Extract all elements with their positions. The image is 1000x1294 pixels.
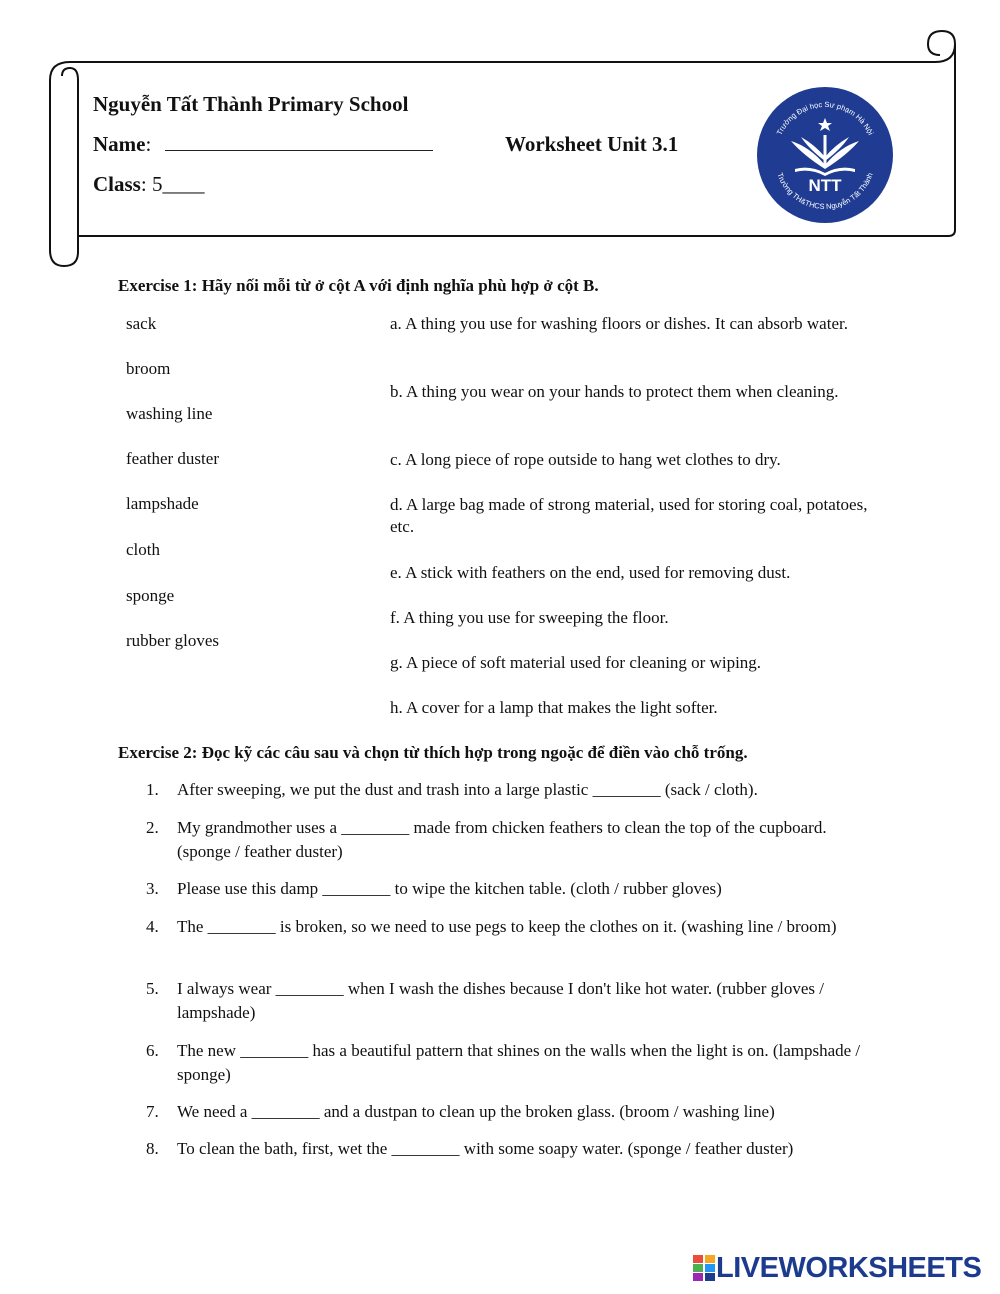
question-number: 2. [146,818,159,837]
column-b-item: e. A stick with feathers on the end, used for removing dust. [390,563,791,582]
name-label: Name [93,132,146,156]
column-b-item: d. A large bag made of strong material, used for storing coal, potatoes, etc. [390,495,868,536]
column-a-item: sponge [126,586,175,605]
question-number: 3. [146,879,159,898]
school-name: Nguyễn Tất Thành Primary School [93,92,409,116]
logo-arc-top: Trường Đại học Sư phạm Hà Nội [774,99,876,137]
column-a-item: broom [126,359,171,378]
liveworksheets-logo-icon [692,1254,716,1282]
question-text: After sweeping, we put the dust and trash into a large plastic ________ (sack / cloth). [177,780,758,799]
question-number: 1. [146,780,159,799]
class-value: : 5____ [140,172,205,196]
question-number: 4. [146,917,159,936]
question-number: 7. [146,1102,159,1121]
question-text: To clean the bath, first, wet the ________ with some soapy water. (sponge / feather duster) [177,1139,794,1158]
column-b-item: b. A thing you wear on your hands to protect them when cleaning. [390,382,839,401]
column-b-item: a. A thing you use for washing floors or dishes. It can absorb water. [390,314,848,333]
column-a-item: cloth [126,540,160,559]
column-a-item: rubber gloves [126,631,220,650]
question-number: 5. [146,979,159,998]
column-b-item: h. A cover for a lamp that makes the light softer. [390,698,718,717]
class-label: Class [93,172,141,196]
question-text: My grandmother uses a ________ made from chicken feathers to clean the top of the cupboard. (sponge / feather duster) [177,818,827,861]
class-row [93,172,204,197]
question-text: We need a ________ and a dustpan to clean up the broken glass. (broom / washing line) [177,1102,775,1121]
question-text: The new ________ has a beautiful pattern that shines on the walls when the light is on. (lampshade / sponge) [177,1041,861,1084]
name-colon: : [145,132,152,156]
logo-center-text: NTT [808,176,842,195]
column-b-item: f. A thing you use for sweeping the floor. [390,608,669,627]
column-a-item: lampshade [126,494,199,513]
name-row [93,132,433,157]
question-text: I always wear ________ when I wash the dishes because I don't like hot water. (rubber gloves / lampshade) [177,979,824,1022]
question-number: 6. [146,1041,159,1060]
liveworksheets-brand[interactable] [692,1251,981,1285]
exercise1-title: Exercise 1: Hãy nối mỗi từ ở cột A với định nghĩa phù hợp ở cột B. [118,276,599,295]
column-b-item: g. A piece of soft material used for cleaning or wiping. [390,653,762,672]
question-number: 8. [146,1139,159,1158]
question-text: Please use this damp ________ to wipe the kitchen table. (cloth / rubber gloves) [177,879,722,898]
school-logo [755,85,895,225]
column-a-item: feather duster [126,449,219,468]
column-a-item: sack [126,314,157,333]
logo-arc-bottom: Trường TH&THCS Nguyễn Tất Thành [775,171,875,212]
column-a-item: washing line [126,404,213,423]
brand-text: LIVEWORKSHEETS [716,1251,982,1284]
exercise2-title: Exercise 2: Đọc kỹ các câu sau và chọn từ thích hợp trong ngoặc để điền vào chỗ trống. [118,743,748,762]
column-b-item: c. A long piece of rope outside to hang wet clothes to dry. [390,450,781,469]
name-field[interactable] [165,150,433,151]
question-text: The ________ is broken, so we need to use pegs to keep the clothes on it. (washing line / broom) [177,917,837,936]
worksheet-title: Worksheet Unit 3.1 [505,132,679,156]
